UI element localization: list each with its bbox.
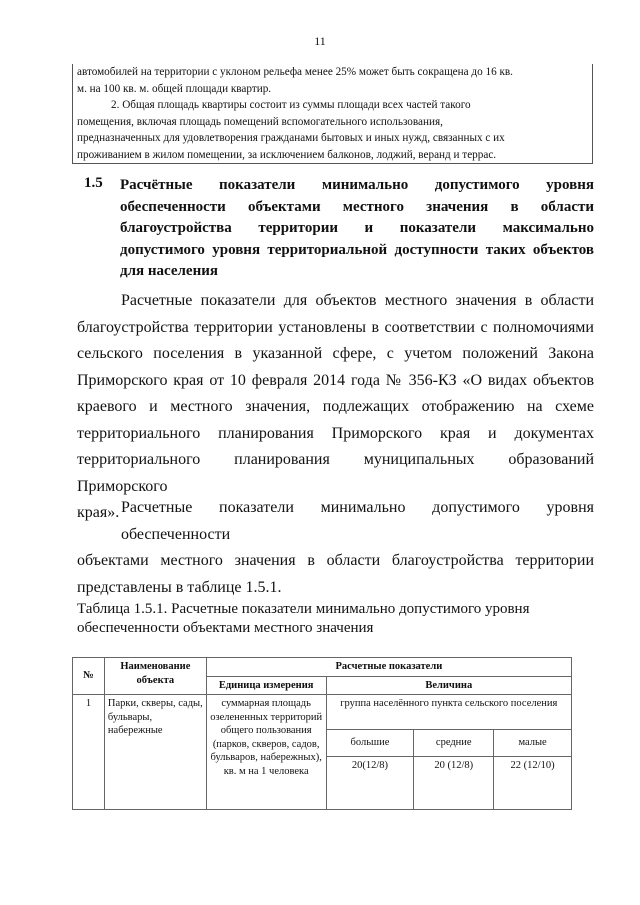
table-caption-line: Таблица 1.5.1. Расчетные показатели минимально допустимого уровня — [77, 601, 530, 617]
paragraph-2 — [77, 495, 594, 601]
row-object-name: Парки, скверы, сады, бульвары, набережные — [104, 695, 206, 810]
page-number: 11 — [314, 34, 326, 48]
paragraph-line: края». — [77, 504, 120, 521]
paragraph-line: краевого и местного значения, подлежащих отображению на схеме — [77, 398, 594, 415]
paragraph-line: благоустройства территории установлены в соответствии с полномочиями — [77, 318, 594, 336]
header-value: Величина — [326, 676, 571, 695]
footnote-line: предназначенных для удовлетворения гражданами бытовых и иных нужд, связанных с их — [77, 132, 505, 144]
footnote-line: 2. Общая площадь квартиры состоит из суммы площади всех частей такого — [111, 99, 471, 111]
section-title-line: Расчётные показатели минимально допустимого уровня — [120, 177, 594, 193]
paragraph-line: сельского поселения в указанной сфере, с учетом положений Закона — [77, 345, 594, 362]
table-caption — [77, 600, 594, 638]
paragraph-line: объектами местного значения в области благоустройства территории — [77, 552, 594, 569]
section-title-line: обеспеченности объектами местного значения в области — [120, 198, 594, 215]
section-title — [120, 175, 594, 283]
paragraph-line: Расчетные показатели минимально допустимого уровня обеспеченности — [121, 499, 594, 543]
paragraph-line: территориального планирования Приморского края и документах — [77, 424, 594, 442]
section-title-line: благоустройства территории и показатели максимально — [120, 220, 594, 236]
section-number: 1.5 — [84, 175, 103, 191]
footnote-box — [72, 64, 593, 164]
header-indicators: Расчетные показатели — [206, 658, 571, 677]
size-large: большие — [326, 730, 414, 757]
paragraph-line: Расчетные показатели для объектов местного значения в области — [121, 292, 594, 309]
footnote-line: автомобилей на территории с уклоном рельефа менее 25% может быть сокращена до 16 кв. — [77, 66, 513, 78]
size-medium: средние — [414, 730, 494, 757]
section-title-line: допустимого уровня территориальной доступности таких объектов — [120, 241, 594, 258]
paragraph-line: территориального планирования муниципальных образований Приморского — [77, 451, 594, 495]
value-medium: 20 (12/8) — [414, 757, 494, 810]
table-header-row — [73, 658, 572, 677]
paragraph-line: Приморского края от 10 февраля 2014 года № 356-КЗ «О видах объектов — [77, 371, 594, 389]
header-number: № — [73, 658, 105, 695]
table-row — [73, 695, 572, 730]
value-small: 22 (12/10) — [494, 757, 572, 810]
size-small: малые — [494, 730, 572, 757]
row-unit: суммарная площадь озелененных территорий общего пользования (парков, скверов, садов, бульваров, набережных), кв. м на 1 человека — [206, 695, 326, 810]
paragraph-1 — [77, 288, 594, 527]
section-title-line: для населения — [120, 263, 218, 279]
paragraph-line: представлены в таблице 1.5.1. — [77, 578, 282, 596]
row-settlement-group: группа населённого пункта сельского поселения — [326, 695, 571, 730]
value-large: 20(12/8) — [326, 757, 414, 810]
indicators-table — [72, 657, 572, 810]
row-number: 1 — [73, 695, 105, 810]
header-object-name: Наименование объекта — [104, 658, 206, 695]
footnote-line: м. на 100 кв. м. общей площади квартир. — [77, 82, 272, 95]
footnote-line: проживанием в жилом помещении, за исключением балконов, лоджий, веранд и террас. — [77, 148, 497, 161]
table-caption-line: обеспеченности объектами местного значения — [77, 620, 374, 636]
header-unit: Единица измерения — [206, 676, 326, 695]
footnote-line: помещения, включая площадь помещений вспомогательного использования, — [77, 115, 443, 128]
